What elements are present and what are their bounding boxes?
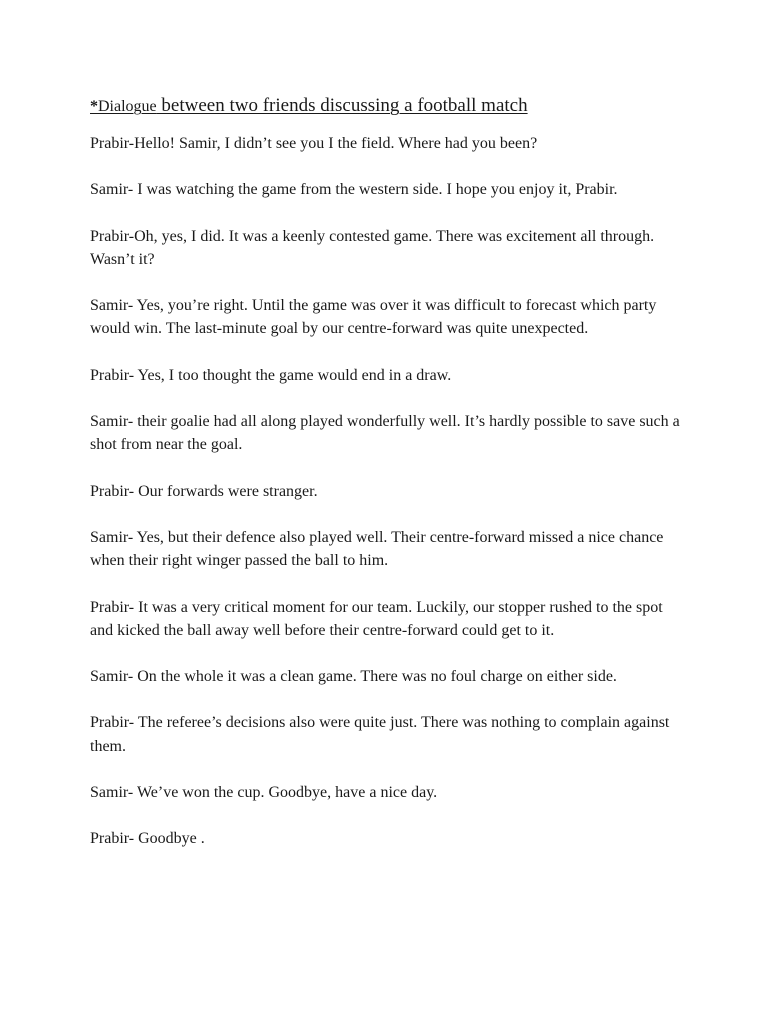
dialogue-line: Prabir- Our forwards were stranger. [90,482,318,500]
dialogue-line: Prabir- Goodbye . [90,830,205,848]
dialogue-line: Samir- Yes, you’re right. Until the game was over it was difficult to forecast which party would win. The last-minute goal by our centre-forward was quite unexpected. [90,297,657,338]
title-lead-word: Dialogue [98,98,157,115]
dialogue-line: Prabir-Hello! Samir, I didn’t see you I the field. Where had you been? [90,135,538,152]
dialogue-line: Samir- We’ve won the cup. Goodbye, have a nice day. [90,784,438,802]
dialogue-line: Samir- I was watching the game from the western side. I hope you enjoy it, Prabir. [90,181,618,199]
dialogue-line: Prabir- Yes, I too thought the game would end in a draw. [90,366,452,384]
dialogue-line: Prabir-Oh, yes, I did. It was a keenly contested game. There was excitement all through. Wasn’t it? [90,227,655,268]
document-title [90,94,688,119]
dialogue-line: Samir- Yes, but their defence also played well. Their centre-forward missed a nice chance when their right winger passed the ball to him. [90,528,664,570]
dialogue-line: Prabir- It was a very critical moment for our team. Luckily, our stopper rushed to the spot and kicked the ball away well before their centre-forward could get to it. [90,598,663,639]
dialogue-line: Samir- their goalie had all along played wonderfully well. It’s hardly possible to save such a shot from near the goal. [90,413,680,454]
title-asterisk: * [90,98,98,115]
title-text: between two friends discussing a football match [156,95,528,116]
dialogue-line: Samir- On the whole it was a clean game. There was no foul charge on either side. [90,668,617,686]
dialogue-line: Prabir- The referee’s decisions also were quite just. There was nothing to complain against them. [90,714,670,755]
